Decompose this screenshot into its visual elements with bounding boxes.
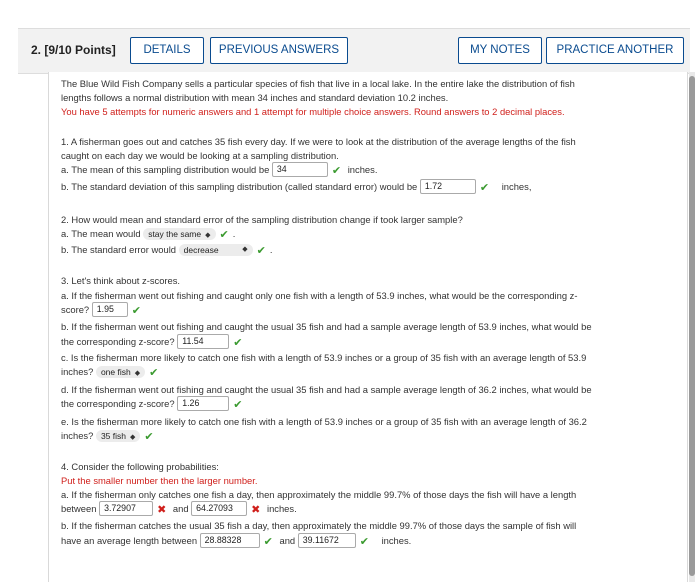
p2-b-text: b. The standard error would [61,244,176,255]
p1-a-unit: inches. [347,164,378,175]
cross-icon: ✖ [251,503,261,516]
details-button[interactable]: DETAILS [130,37,204,64]
p4-a-row [61,503,297,516]
intro-line-2: lengths follows a normal distribution with mean 34 inches and standard deviation 10.2 inches. [61,92,449,103]
p3-d-answer-input[interactable]: 1.26 [177,396,229,411]
previous-answers-button[interactable]: PREVIOUS ANSWERS [210,37,348,64]
p3-a-text: score? [61,304,90,315]
p3-c-select[interactable] [96,366,145,378]
p3-b-answer-input[interactable]: 11.54 [177,334,229,349]
p1-line-1: 1. A fisherman goes out and catches 35 fish every day. If we were to look at the distribution of the average lengths of the fish [61,136,576,147]
p4-a-answer-2-input[interactable]: 64.27093 [191,501,247,516]
p3-c-text: inches? [61,366,94,377]
p2-a-text: a. The mean would [61,228,141,239]
p1-a-answer-input[interactable]: 34 [272,162,328,177]
p3-e-selected-value: 35 fish [100,430,126,441]
p4-a-unit: inches. [266,503,297,514]
p3-line-1: 3. Let's think about z-scores. [61,275,181,286]
p4-a-line-1: a. If the fisherman only catches one fish a day, then approximately the middle 99.7% of those days the fish will have a length [61,489,577,500]
intro-line-1: The Blue Wild Fish Company sells a particular species of fish that live in a local lake. In the entire lake the distribution of fish [61,78,575,89]
p2-a-select[interactable] [143,228,215,240]
p3-a-row [61,304,145,317]
p4-b-and: and [279,535,296,546]
check-icon: ✔ [359,535,369,548]
p4-line-1: 4. Consider the following probabilities: [61,461,219,472]
p2-b-row [61,244,272,257]
select-caret-icon: ◆ [242,245,248,253]
select-caret-icon: ◆ [134,369,141,377]
p3-c-row [61,366,162,379]
p3-d-line-1: d. If the fisherman went out fishing and caught the usual 35 fish and had a sample average length of 36.2 inches, what would be [61,384,592,395]
p1-b-unit: inches, [501,181,532,192]
p3-e-line-1: e. Is the fisherman more likely to catch one fish with a length of 53.9 inches or a group of 35 fish with an average length of 36.2 [61,416,587,427]
p1-b-row [61,181,531,194]
p4-b-answer-1-input[interactable]: 28.88328 [200,533,260,548]
p1-a-row [61,164,377,177]
cross-icon: ✖ [157,503,167,516]
p3-b-text: the corresponding z-score? [61,336,175,347]
p3-e-row [61,430,158,443]
attempts-notice: You have 5 attempts for numeric answers and 1 attempt for multiple choice answers. Round answers to 2 decimal places. [61,106,565,117]
check-icon: ✔ [331,164,342,177]
practice-another-button[interactable]: PRACTICE ANOTHER [546,37,684,64]
check-icon: ✔ [149,366,159,379]
p3-c-selected-value: one fish [100,366,131,377]
check-icon: ✔ [131,304,141,317]
question-header [18,28,690,74]
check-icon: ✔ [219,228,229,241]
p2-b-period: . [269,244,273,255]
p4-note: Put the smaller number then the larger number. [61,475,258,486]
p1-line-2: caught on each day we would be looking at a sampling distribution. [61,150,339,161]
p3-d-text: the corresponding z-score? [61,398,175,409]
check-icon: ✔ [263,535,273,548]
select-caret-icon: ◆ [129,433,136,441]
scrollbar[interactable] [689,72,695,582]
check-icon: ✔ [233,398,243,411]
p4-a-and: and [172,503,189,514]
p3-e-select[interactable] [96,430,140,442]
p4-a-between: between [61,503,97,514]
p4-b-unit: inches. [381,535,412,546]
p3-a-line-1: a. If the fisherman went out fishing and caught only one fish with a length of 53.9 inches, what would be the corresponding z- [61,290,578,301]
p3-a-answer-input[interactable]: 1.95 [92,302,128,317]
p2-a-selected-value: stay the same [148,228,202,239]
p3-e-text: inches? [61,430,94,441]
p3-b-line-1: b. If the fisherman went out fishing and caught the usual 35 fish and had a sample average length of 53.9 inches, what would be [61,321,592,332]
select-caret-icon: ◆ [205,231,211,239]
p4-a-answer-1-input[interactable]: 3.72907 [99,501,153,516]
p1-b-text: b. The standard deviation of this sampling distribution (called standard error) would be [61,181,418,192]
p1-a-text: a. The mean of this sampling distribution would be [61,164,270,175]
p2-b-selected-value: decrease [183,244,219,255]
p1-b-answer-input[interactable]: 1.72 [420,179,476,194]
my-notes-button[interactable]: MY NOTES [458,37,542,64]
p3-c-line-1: c. Is the fisherman more likely to catch one fish with a length of 53.9 inches or a group of 35 fish with an average length of 53.9 [61,352,587,363]
p3-b-row [61,336,246,349]
check-icon: ✔ [144,430,154,443]
p4-b-answer-2-input[interactable]: 39.11672 [298,533,356,548]
p4-b-text: have an average length between [61,535,198,546]
p2-b-select[interactable] [179,244,253,256]
p2-a-row [61,228,235,241]
p2-a-period: . [232,228,236,239]
check-icon: ✔ [233,336,243,349]
check-icon: ✔ [256,244,266,257]
check-icon: ✔ [479,181,490,194]
p3-d-row [61,398,246,411]
question-label: 2. [9/10 Points] [31,43,116,57]
scrollbar-thumb[interactable] [689,76,695,576]
p4-b-row [61,535,411,548]
p4-b-line-1: b. If the fisherman catches the usual 35 fish a day, then approximately the middle 99.7% of those days the sample of fish will [61,520,577,531]
p2-line-1: 2. How would mean and standard error of the sampling distribution change if took larger sample? [61,214,463,225]
